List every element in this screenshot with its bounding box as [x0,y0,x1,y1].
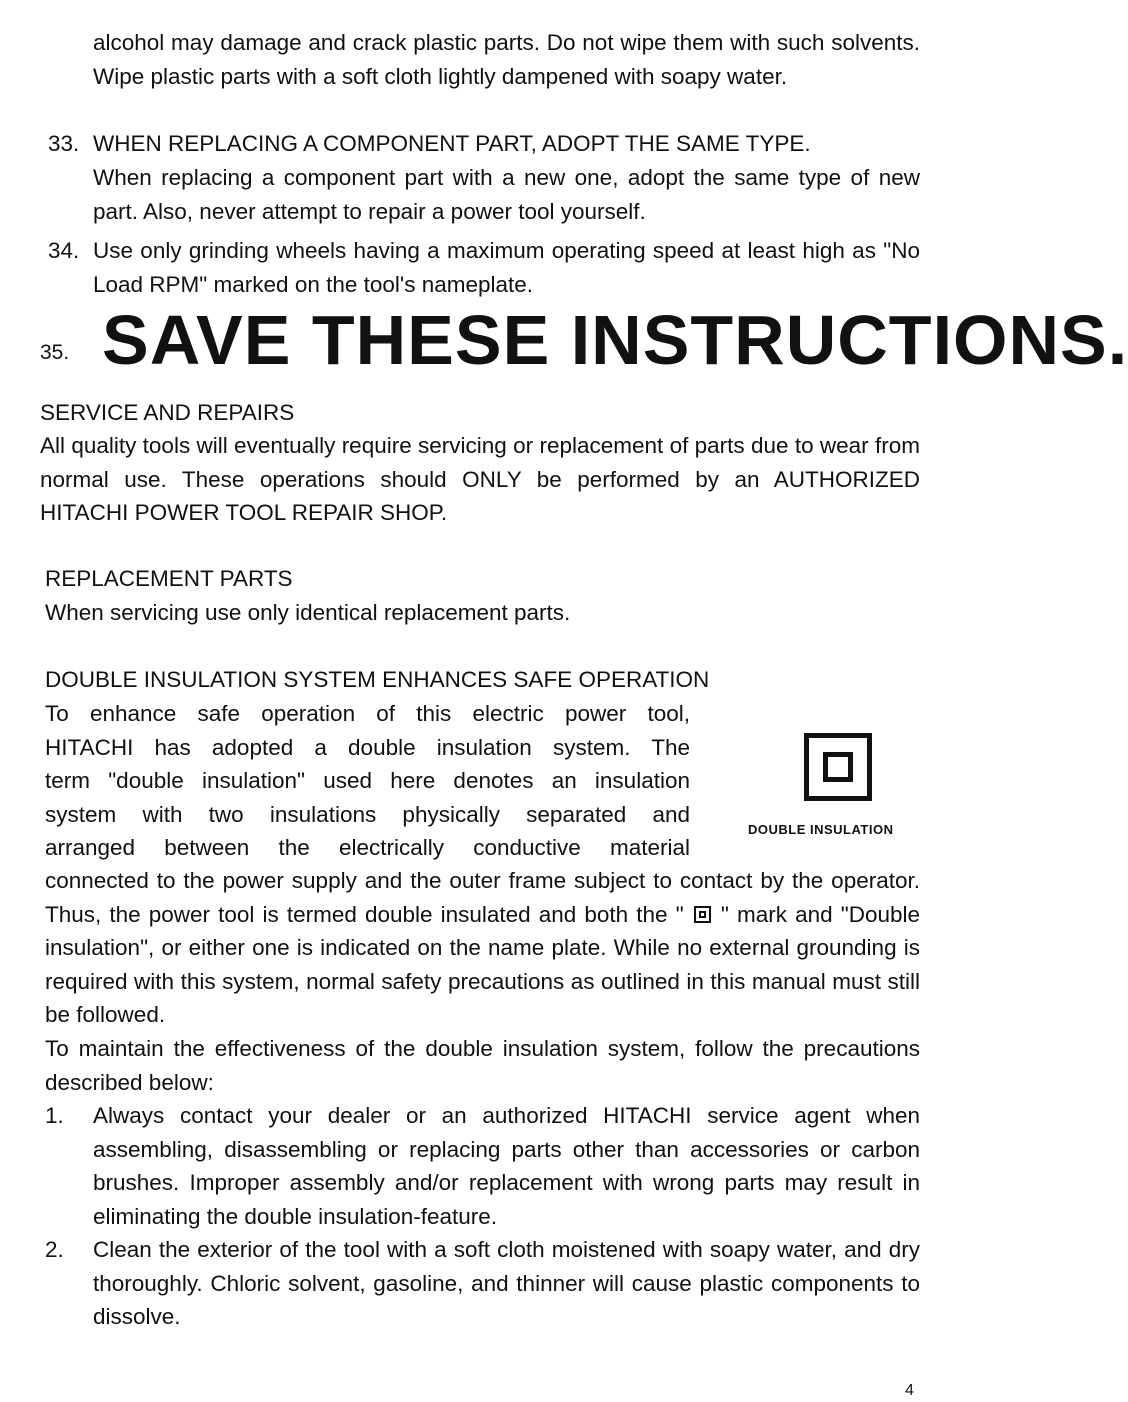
continuation-text-2: plate. While no external grounding is required with this system, normal safety precautions as outlined in this manual must still be followed. [45,935,920,1027]
double-insulation-intro [45,697,690,865]
item-33-number: 33. [48,131,80,156]
intro-line: To enhance safe operation of this electric power tool, [45,701,690,726]
precaution-1-text: Always contact your dealer or an authorized HITACHI service agent when assembling, disassembling or replacing parts other than accessories or carbon brushes. Improper assembly and/or replacement with wrong parts may result in eliminating the double insulation-feature. [93,1103,920,1229]
precaution-2-text: Clean the exterior of the tool with a soft cloth moistened with soapy water, and dry thoroughly. Chloric solvent, gasoline, and thinner will cause plastic components to dissolve. [93,1237,920,1329]
double-insulation-caption: DOUBLE INSULATION [748,822,894,837]
item-35-number: 35. [40,341,70,364]
item-34-text: Use only grinding wheels having a maximum operating speed at least high as "No Load RPM" marked on the tool's nameplate. [93,238,920,297]
intro-line: arranged between the electrically conductive material [45,835,690,860]
double-insulation-mark-icon [694,906,711,923]
service-text: All quality tools will eventually require servicing or replacement of parts due to wear from normal use. These operations should ONLY be performed by an AUTHORIZED HITACHI POWER TOOL REPAIR SHOP. [40,433,920,525]
service-heading: SERVICE AND REPAIRS [40,400,295,425]
double-insulation-symbol-inner [823,752,853,782]
item-34-number: 34. [48,238,80,263]
precaution-2-number: 2. [45,1237,64,1262]
replacement-text: When servicing use only identical replacement parts. [45,600,571,625]
mark-quote-open: " [675,901,684,927]
replacement-heading: REPLACEMENT PARTS [45,566,293,591]
item-33-title: WHEN REPLACING A COMPONENT PART, ADOPT THE SAME TYPE. [93,131,811,156]
mark-quote-close: " mark and "Double insulation", or either one is indicated on the name [45,901,921,960]
save-instructions-title: SAVE THESE INSTRUCTIONS. [102,301,1128,379]
page-number: 4 [905,1382,914,1399]
continued-paragraph: alcohol may damage and crack plastic parts. Do not wipe them with such solvents. Wipe plastic parts with a soft cloth lightly dampened with soapy water. [93,30,920,89]
intro-line: system with two insulations physically separated and [45,801,690,827]
intro-line: HITACHI has adopted a double insulation system. The [45,734,690,760]
intro-line: term "double insulation" used here denotes an insulation [45,768,690,793]
double-insulation-continuation [45,864,920,1032]
precaution-1-number: 1. [45,1103,64,1128]
continuation-text-1: connected to the power supply and the outer frame subject to contact by the operator. Thus, the power tool is termed double insulated and both the [45,868,920,927]
double-insulation-heading: DOUBLE INSULATION SYSTEM ENHANCES SAFE OPERATION [45,667,710,692]
item-33-text: When replacing a component part with a new one, adopt the same type of new part. Also, never attempt to repair a power tool yourself. [93,165,920,224]
double-insulation-symbol-icon [804,733,872,801]
maintain-paragraph: To maintain the effectiveness of the double insulation system, follow the precautions described below: [45,1036,920,1095]
